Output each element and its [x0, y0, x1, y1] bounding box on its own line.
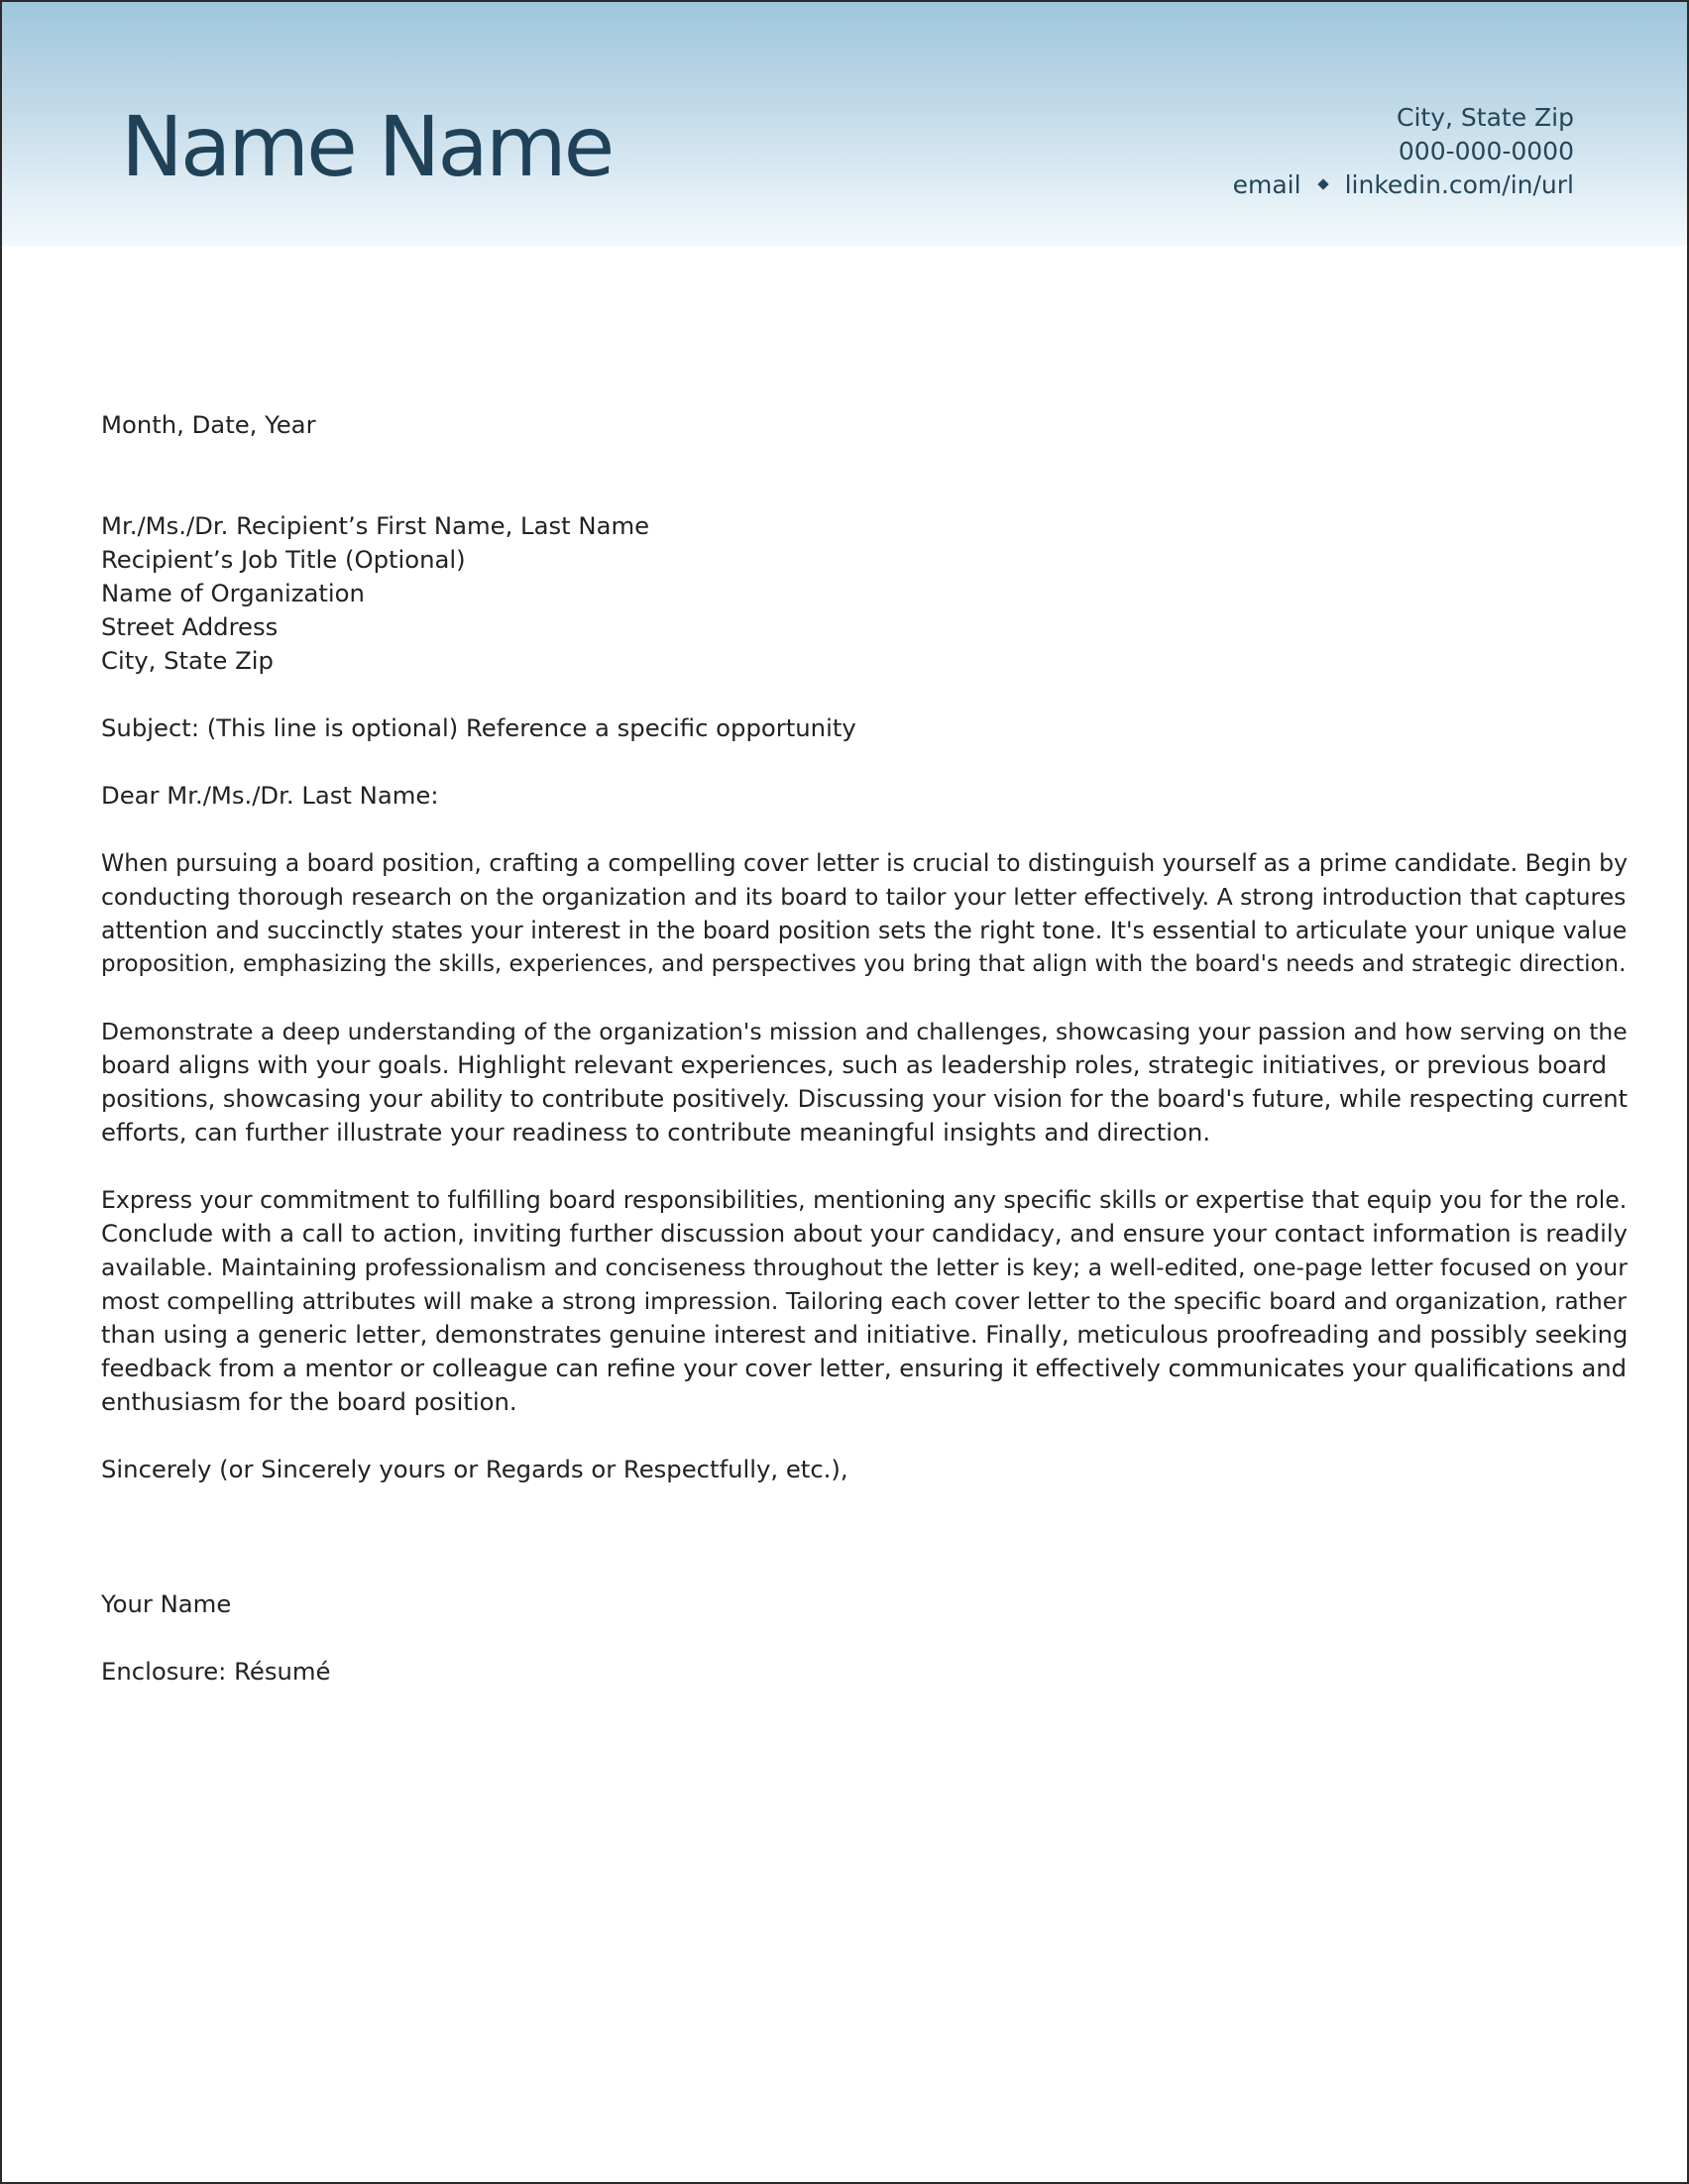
- subject-line: Subject: (This line is optional) Reference a specific opportunity: [101, 713, 856, 742]
- paragraph-line: attention and succinctly states your interest in the board position sets the right tone. It's essential to articulate your unique value: [101, 917, 1628, 944]
- paragraph-line: most compelling attributes will make a strong impression. Tailoring each cover letter to the specific board and organization, rather: [101, 1287, 1627, 1315]
- paragraph-line: Conclude with a call to action, inviting further discussion about your candidacy, and ensure your contact information is readily: [101, 1219, 1628, 1248]
- recipient-name: Mr./Ms./Dr. Recipient’s First Name, Last Name: [101, 511, 650, 540]
- paragraph-line: enthusiasm for the board position.: [101, 1387, 517, 1416]
- paragraph-line: than using a generic letter, demonstrates genuine interest and initiative. Finally, meticulous proofreading and possibly seeking: [101, 1321, 1629, 1349]
- recipient-organization: Name of Organization: [101, 579, 365, 607]
- paragraph-line: positions, showcasing your ability to contribute positively. Discussing your vision for the board's future, while respecting current: [101, 1085, 1629, 1113]
- paragraph-line: When pursuing a board position, crafting a compelling cover letter is crucial to distinguish yourself as a prime candidate. Begin by: [101, 849, 1629, 877]
- recipient-title: Recipient’s Job Title (Optional): [101, 545, 466, 574]
- letter-date: Month, Date, Year: [101, 410, 316, 439]
- paragraph-2: [101, 1015, 1628, 1149]
- sender-name: Name Name: [121, 98, 613, 195]
- letter-body: [101, 408, 1628, 1689]
- sender-email-linkedin-line: [1233, 168, 1574, 202]
- sender-linkedin: linkedin.com/in/url: [1344, 170, 1574, 199]
- paragraph-line: feedback from a mentor or colleague can refine your cover letter, ensuring it effectively communicates your qualifications and: [101, 1355, 1628, 1382]
- paragraph-1: [101, 846, 1628, 981]
- closing: Sincerely (or Sincerely yours or Regards or Respectfully, etc.),: [101, 1455, 848, 1483]
- sender-city-state-zip: City, State Zip: [1397, 103, 1574, 132]
- paragraph-line: Express your commitment to fulfilling board responsibilities, mentioning any specific skills or expertise that equip you for the role.: [101, 1186, 1628, 1214]
- paragraph-line: efforts, can further illustrate your readiness to contribute meaningful insights and direction.: [101, 1118, 1211, 1147]
- sender-email: email: [1232, 170, 1301, 199]
- recipient-city: City, State Zip: [101, 646, 274, 675]
- diamond-separator-icon: [1317, 178, 1328, 189]
- paragraph-line: proposition, emphasizing the skills, experiences, and perspectives you bring that align with the board's needs and strategic direction.: [101, 951, 1627, 977]
- salutation: Dear Mr./Ms./Dr. Last Name:: [101, 781, 439, 810]
- paragraph-line: conducting thorough research on the organization and its board to tailor your letter effectively. A strong introduction that captures: [101, 883, 1627, 911]
- recipient-street: Street Address: [101, 612, 279, 641]
- signature-name: Your Name: [101, 1589, 232, 1618]
- recipient-address-block: [101, 509, 1628, 678]
- sender-phone: 000-000-0000: [1398, 137, 1574, 165]
- paragraph-line: available. Maintaining professionalism and conciseness throughout the letter is key; a well-edited, one-page letter focused on your: [101, 1254, 1628, 1281]
- enclosure-line: Enclosure: Résumé: [101, 1657, 331, 1686]
- paragraph-line: board aligns with your goals. Highlight relevant experiences, such as leadership roles, strategic initiatives, or previous board: [101, 1050, 1608, 1079]
- letterhead-banner: [2, 2, 1687, 246]
- paragraph-line: Demonstrate a deep understanding of the organization's mission and challenges, showcasing your passion and how serving on the: [101, 1018, 1628, 1045]
- sender-contact-block: [1233, 101, 1574, 202]
- paragraph-3: [101, 1183, 1628, 1419]
